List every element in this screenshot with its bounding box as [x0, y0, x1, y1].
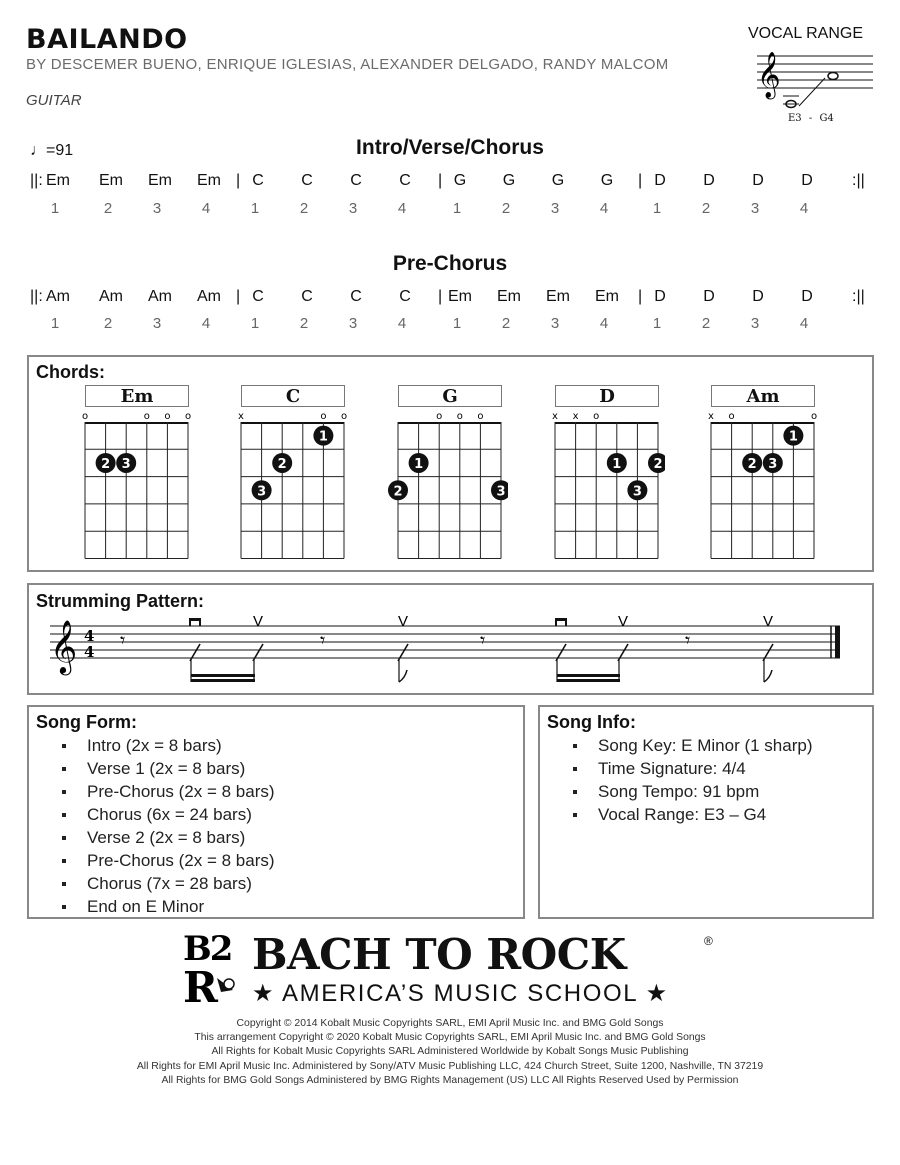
- treble-clef-icon: 𝄞: [50, 619, 78, 673]
- beat-number: 3: [550, 200, 560, 217]
- repeat-end-sign: :||: [852, 172, 865, 189]
- registered-mark: ®: [704, 934, 713, 948]
- chord-name-c: C: [241, 385, 345, 407]
- eighth-rest: 𝄾: [480, 628, 486, 652]
- finger-dot: [272, 453, 292, 473]
- eighth-rest: 𝄾: [320, 628, 326, 652]
- open-string-marker: o: [164, 411, 171, 422]
- chord-symbol: C: [301, 288, 313, 305]
- open-string-marker: o: [436, 411, 443, 422]
- beat-number: 4: [201, 200, 211, 217]
- song-form-item: Intro (2x = 8 bars): [35, 734, 275, 757]
- note-flag: [764, 670, 772, 682]
- open-string-marker: o: [184, 411, 192, 422]
- beam: [557, 674, 620, 677]
- chord-symbol: Em: [197, 172, 221, 189]
- vocal-range-values: E3 - G4: [788, 113, 834, 124]
- tempo-marking: ♩=91: [30, 142, 74, 159]
- song-form-list: [35, 734, 275, 918]
- muted-string-marker: x: [708, 411, 714, 422]
- chord-symbol: D: [801, 172, 813, 189]
- section-title-prechorus: Pre-Chorus: [392, 252, 508, 275]
- beat-number: 2: [701, 315, 711, 332]
- chord-symbol: Em: [546, 288, 570, 305]
- copyright-line: All Rights for EMI April Music Inc. Administered by Sony/ATV Music Publishing LLC, 424 Church Street, Suite 1200, Nashville, TN 37219: [136, 1060, 764, 1072]
- beat-number: 3: [348, 200, 358, 217]
- instrument-label: GUITAR: [26, 92, 82, 109]
- chord-symbol: C: [301, 172, 313, 189]
- muted-string-marker: x: [552, 411, 558, 422]
- copyright-line: This arrangement Copyright © 2020 Kobalt Music Copyrights SARL, EMI April Music Inc. and BMG Gold Songs: [194, 1032, 706, 1044]
- repeat-start-sign: ||:: [30, 288, 43, 305]
- strumming-title: Strumming Pattern:: [36, 591, 205, 611]
- chord-symbol: Am: [148, 288, 172, 305]
- treble-clef-icon: 𝄞: [757, 52, 781, 98]
- open-string-marker: o: [477, 411, 484, 422]
- open-string-marker: o: [728, 411, 735, 422]
- chord-symbol: G: [600, 172, 614, 189]
- beat-number: 2: [501, 200, 511, 217]
- chord-symbol: D: [801, 288, 813, 305]
- open-string-marker: o: [320, 411, 327, 422]
- note-flag: [399, 670, 407, 682]
- bar-line: |: [438, 288, 443, 305]
- beat-number: 4: [599, 200, 609, 217]
- beat-number: 4: [799, 200, 809, 217]
- brand-tagline: ★ AMERICA’S MUSIC SCHOOL ★: [252, 980, 669, 1007]
- chord-symbol: D: [654, 172, 666, 189]
- svg-text:3: 3: [632, 484, 642, 500]
- chord-symbol: G: [502, 172, 516, 189]
- beat-number: 2: [103, 315, 113, 332]
- chord-symbol: D: [752, 288, 764, 305]
- beat-number: 1: [250, 200, 260, 217]
- up-strum-icon: V: [397, 613, 409, 630]
- vocal-range-label: VOCAL RANGE: [748, 25, 863, 42]
- chord-symbol: G: [453, 172, 467, 189]
- up-strum-icon: V: [762, 613, 774, 630]
- up-strum-icon: V: [252, 613, 264, 630]
- copyright-notice: [0, 1017, 900, 1088]
- chord-diagram-c: [231, 405, 351, 565]
- vocal-range-staff: [755, 44, 875, 110]
- muted-string-marker: x: [238, 411, 244, 422]
- chord-name-d: D: [555, 385, 659, 407]
- beat-number: 1: [50, 315, 60, 332]
- beat-number: 3: [348, 315, 358, 332]
- eighth-rest: 𝄾: [685, 628, 691, 652]
- chord-symbol: C: [252, 172, 264, 189]
- beat-number: 2: [501, 315, 511, 332]
- songwriters-byline: BY DESCEMER BUENO, ENRIQUE IGLESIAS, ALEXANDER DELGADO, RANDY MALCOM: [26, 56, 669, 73]
- copyright-line: All Rights for Kobalt Music Copyrights SARL Administered Worldwide by Kobalt Songs Music Publishing: [211, 1046, 689, 1058]
- bach-to-rock-logo-mark: [183, 930, 249, 1010]
- song-form-item: Verse 1 (2x = 8 bars): [35, 757, 275, 780]
- beat-number: 2: [299, 315, 309, 332]
- beat-number: 3: [152, 200, 162, 217]
- chord-symbol: Em: [99, 172, 123, 189]
- beat-number: 1: [452, 315, 462, 332]
- svg-text:2: 2: [393, 484, 403, 500]
- strumming-staff: [40, 610, 870, 690]
- beat-number: 1: [50, 200, 60, 217]
- svg-text:R: R: [183, 963, 218, 1010]
- svg-text:2: 2: [101, 456, 111, 472]
- copyright-line: All Rights for BMG Gold Songs Administered by BMG Rights Management (US) LLC All Rights Reserved Used by Permission: [161, 1074, 739, 1086]
- song-title: BAILANDO: [26, 24, 188, 55]
- finger-dot: [388, 480, 408, 500]
- eighth-rest: 𝄾: [120, 628, 126, 652]
- beat-number: 3: [152, 315, 162, 332]
- song-form-item: Chorus (6x = 24 bars): [35, 803, 275, 826]
- chord-symbol: G: [551, 172, 565, 189]
- section-title-intro: Intro/Verse/Chorus: [356, 136, 544, 159]
- beam: [191, 674, 255, 677]
- svg-text:2: 2: [653, 456, 663, 472]
- open-string-marker: o: [593, 411, 600, 422]
- repeat-end-sign: :||: [852, 288, 865, 305]
- chord-symbol: C: [350, 172, 362, 189]
- bar-line: |: [638, 172, 643, 189]
- muted-string-marker: x: [572, 411, 579, 422]
- chord-diagram-em: [75, 405, 195, 565]
- song-info-item: Song Tempo: 91 bpm: [546, 780, 812, 803]
- song-info-title: Song Info:: [547, 712, 636, 732]
- svg-text:1: 1: [414, 456, 424, 472]
- beam: [557, 679, 620, 682]
- svg-text:B2: B2: [183, 930, 232, 969]
- song-form-item: Verse 2 (2x = 8 bars): [35, 826, 275, 849]
- chord-symbol: Em: [497, 288, 521, 305]
- beat-number: 3: [750, 315, 760, 332]
- open-string-marker: o: [81, 411, 89, 422]
- chord-symbol: Am: [99, 288, 123, 305]
- chord-symbol: C: [399, 288, 411, 305]
- open-string-marker: o: [340, 411, 348, 422]
- beat-number: 1: [452, 200, 462, 217]
- chord-symbol: Am: [46, 288, 70, 305]
- beat-number: 3: [550, 315, 560, 332]
- beat-number: 2: [103, 200, 113, 217]
- open-string-marker: o: [456, 411, 463, 422]
- beat-number: 1: [250, 315, 260, 332]
- beat-number: 3: [750, 200, 760, 217]
- svg-text:2: 2: [277, 456, 287, 472]
- chord-symbol: D: [752, 172, 764, 189]
- beat-number: 4: [201, 315, 211, 332]
- bar-line: |: [236, 172, 241, 189]
- svg-text:2: 2: [747, 456, 757, 472]
- chord-symbol: Am: [197, 288, 221, 305]
- song-form-item: Chorus (7x = 28 bars): [35, 872, 275, 895]
- beat-number: 1: [652, 200, 662, 217]
- beat-number: 2: [701, 200, 711, 217]
- chord-symbol: C: [350, 288, 362, 305]
- svg-text:3: 3: [496, 484, 506, 500]
- chord-symbol: C: [252, 288, 264, 305]
- song-info-item: Vocal Range: E3 – G4: [546, 803, 812, 826]
- finger-dot: [313, 426, 333, 446]
- chord-symbol: Em: [595, 288, 619, 305]
- song-form-item: Pre-Chorus (2x = 8 bars): [35, 849, 275, 872]
- chord-symbol: D: [703, 172, 715, 189]
- song-info-item: Time Signature: 4/4: [546, 757, 812, 780]
- bar-line: |: [438, 172, 443, 189]
- beat-number: 4: [799, 315, 809, 332]
- finger-dot: [648, 453, 665, 473]
- time-signature-bottom: 4: [84, 643, 95, 661]
- beat-number: 4: [397, 200, 407, 217]
- chord-name-em: Em: [85, 385, 189, 407]
- time-signature-top: 4: [84, 627, 95, 645]
- copyright-line: Copyright © 2014 Kobalt Music Copyrights SARL, EMI April Music Inc. and BMG Gold Songs: [236, 1018, 664, 1029]
- open-string-marker: o: [810, 411, 818, 422]
- chord-symbol: C: [399, 172, 411, 189]
- finger-dot: [607, 453, 627, 473]
- up-strum-icon: V: [617, 613, 629, 630]
- svg-text:1: 1: [612, 456, 622, 472]
- song-form-item: End on E Minor: [35, 895, 275, 918]
- finger-dot: [96, 453, 116, 473]
- finger-dot: [627, 480, 647, 500]
- chord-symbol: D: [703, 288, 715, 305]
- beam: [191, 679, 255, 682]
- bar-line: |: [236, 288, 241, 305]
- bar-line: |: [638, 288, 643, 305]
- finger-dot: [491, 480, 508, 500]
- repeat-start-sign: ||:: [30, 172, 43, 189]
- chord-diagram-g: [388, 405, 508, 565]
- finger-dot: [763, 453, 783, 473]
- beat-number: 4: [397, 315, 407, 332]
- open-string-marker: o: [143, 411, 150, 422]
- song-info-list: [546, 734, 812, 826]
- song-form-item: Pre-Chorus (2x = 8 bars): [35, 780, 275, 803]
- finger-dot: [116, 453, 136, 473]
- beat-number: 1: [652, 315, 662, 332]
- song-form-title: Song Form:: [36, 712, 137, 732]
- finger-dot: [409, 453, 429, 473]
- svg-text:1: 1: [788, 429, 798, 445]
- finger-dot: [783, 426, 803, 446]
- chord-symbol: Em: [448, 288, 472, 305]
- beat-number: 2: [299, 200, 309, 217]
- chord-name-g: G: [398, 385, 502, 407]
- song-info-item: Song Key: E Minor (1 sharp): [546, 734, 812, 757]
- finger-dot: [742, 453, 762, 473]
- svg-text:1: 1: [318, 429, 328, 445]
- beat-number: 4: [599, 315, 609, 332]
- brand-name: BACH TO ROCK: [252, 930, 626, 979]
- finger-dot: [252, 480, 272, 500]
- chord-name-am: Am: [711, 385, 815, 407]
- chord-diagram-d: [545, 405, 665, 565]
- chords-box-title: Chords:: [36, 362, 105, 382]
- chord-symbol: Em: [46, 172, 70, 189]
- chord-diagram-am: [701, 405, 821, 565]
- chord-symbol: Em: [148, 172, 172, 189]
- svg-text:3: 3: [257, 484, 267, 500]
- svg-text:3: 3: [768, 456, 778, 472]
- chord-symbol: D: [654, 288, 666, 305]
- svg-text:3: 3: [121, 456, 131, 472]
